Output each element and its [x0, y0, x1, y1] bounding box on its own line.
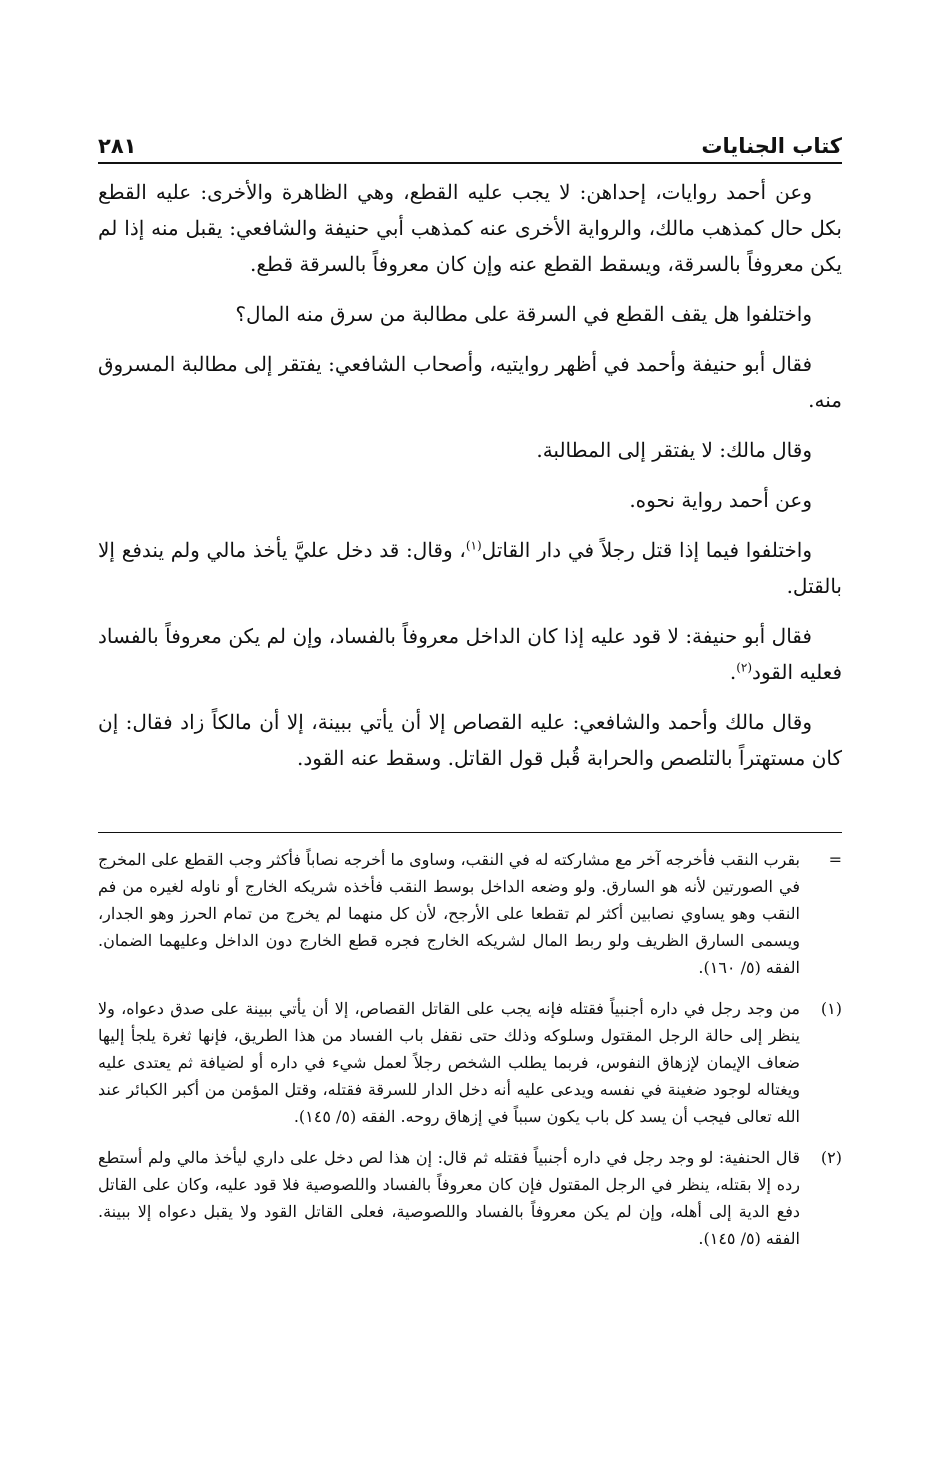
footnote-ref-2: (٢): [736, 660, 753, 675]
footnotes: [98, 846, 842, 1266]
main-text: [98, 174, 842, 790]
paragraph-abu-hanifa-qawad: [98, 618, 842, 690]
paragraph-text: .: [729, 660, 737, 684]
page-number: ٢٨١: [98, 134, 137, 158]
footnote-text: من وجد رجل في داره أجنبياً فقتله فإنه يجب على القاتل القصاص، إلا أن يأتي ببينة على صدق دعواه، ولا ينظر إلى حالة الرجل المقتول وسلوكه وذلك حتى نقفل باب الفساد من هذا الطريق، فإنها ثغرة يلجأ إليها ضعاف الإيمان لإزهاق النفوس، فربما يطلب الشخص رجلاً لعمل شيء في داره أو لضيافة ثم يعتدى عليه ويغتاله لوجود ضغينة في نفسه ويدعى عليه أنه دخل الدار للسرقة فقتله، وقتل المؤمن من أكبر الكبائر عند الله تعالى فيجب أن يسد كل باب يكون سبباً في إزهاق روحه. الفقه (٥/ ١٤٥).: [98, 999, 801, 1126]
paragraph-killing-in-house: [98, 532, 842, 604]
footnote-1: [98, 995, 842, 1130]
paragraph-demand-question: واختلفوا هل يقف القطع في السرقة على مطالبة من سرق منه المال؟: [235, 302, 812, 326]
footnote-marker: =: [828, 850, 842, 869]
footnote-text: قال الحنفية: لو وجد رجل في داره أجنبياً فقتله ثم قال: إن هذا لص دخل على داري ليأخذ مالي ولم أستطع رده إلا بقتله، ينظر في الرجل المقتول فإن كان معروفاً بالفساد واللصوصية فلا قود عليه، وكان على القاتل دفع الدية إلى أهله، وإن لم يكن معروفاً بالفساد واللصوصية، فعلى القاتل القود ولا يقبل دعواه إلا ببينة. الفقه (٥/ ١٤٥).: [98, 1148, 800, 1248]
paragraph-malik-ahmad-shafii: وقال مالك وأحمد والشافعي: عليه القصاص إلا أن يأتي ببينة، إلا أن مالكاً زاد فقال: إن كان مستهتراً بالتلصص والحرابة قُبل قول القاتل. وسقط عنه القود.: [98, 710, 842, 770]
paragraph-ahmad-narrations: وعن أحمد روايات، إحداهن: لا يجب عليه القطع، وهي الظاهرة والأخرى: عليه القطع بكل حال كمذهب مالك، والرواية الأخرى عنه كمذهب أبي حنيفة والشافعي: يقبل منه إذا لم يكن معروفاً بالسرقة، ويسقط القطع عنه وإن كان معروفاً بالسرقة قطع.: [98, 180, 842, 276]
paragraph-text: ، وقال: قد دخل عليَّ يأخذ مالي ولم يندفع إلا بالقتل.: [98, 538, 842, 598]
footnote-2: [98, 1144, 842, 1252]
book-page: [98, 0, 842, 1477]
paragraph-malik-view: وقال مالك: لا يفتقر إلى المطالبة.: [536, 438, 812, 462]
chapter-title: كتاب الجنايات: [701, 134, 842, 158]
footnote-marker: (١): [820, 999, 842, 1018]
paragraph-text: فقال أبو حنيفة: لا قود عليه إذا كان الداخل معروفاً بالفساد، وإن لم يكن معروفاً بالفساد فعليه القود: [98, 624, 842, 684]
paragraph-abu-hanifa-view: فقال أبو حنيفة وأحمد في أظهر روايتيه، وأصحاب الشافعي: يفتقر إلى مطالبة المسروق منه.: [98, 352, 842, 412]
paragraph-text: واختلفوا فيما إذا قتل رجلاً في دار القاتل: [481, 538, 813, 562]
footnote-text: بقرب النقب فأخرجه آخر مع مشاركته له في النقب، وساوى ما أخرجه نصاباً فأكثر وجب القطع على المخرج في الصورتين لأنه هو السارق. ولو وضعه الداخل بوسط النقب فأخذه شريكه الخارج أو ناوله لغيره من فم النقب وهو يساوي نصابين أكثر لم تقطعا على الأرجح، لأن كل منهما لم يخرج من تمام الحرز وهو الجدار، ويسمى السارق الظريف ولو ربط المال لشريكه الخارج فجره قطع الخارج دون الداخل وعليهما الضمان. الفقه (٥/ ١٦٠).: [98, 850, 801, 977]
footnote-marker: (٢): [820, 1148, 842, 1167]
footnote-divider: [98, 832, 842, 833]
paragraph-ahmad-similar: وعن أحمد رواية نحوه.: [629, 488, 812, 512]
footnote-continued: [98, 846, 842, 981]
footnote-ref-1: (١): [465, 538, 482, 553]
running-header: [98, 128, 842, 164]
